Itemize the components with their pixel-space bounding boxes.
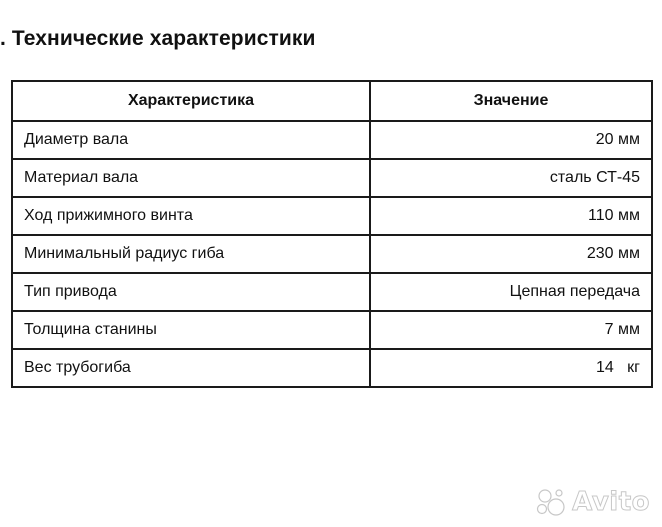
- avito-dots-icon: [534, 488, 568, 516]
- row-value: 110 мм: [370, 197, 652, 235]
- avito-watermark: [534, 487, 650, 517]
- row-value: 20 мм: [370, 121, 652, 159]
- table-header-row: [12, 81, 652, 121]
- page-title: . Технические характеристики: [0, 27, 316, 50]
- column-header-characteristic: Характеристика: [12, 81, 370, 121]
- row-value: 230 мм: [370, 235, 652, 273]
- row-value: 14 кг: [370, 349, 652, 387]
- table-row: [12, 311, 652, 349]
- row-value: Цепная передача: [370, 273, 652, 311]
- row-value: сталь СТ-45: [370, 159, 652, 197]
- column-header-value: Значение: [370, 81, 652, 121]
- watermark-text: Avito: [572, 487, 650, 517]
- row-name: Вес трубогиба: [12, 349, 370, 387]
- row-name: Ход прижимного винта: [12, 197, 370, 235]
- row-name: Тип привода: [12, 273, 370, 311]
- table-row: [12, 197, 652, 235]
- table-row: [12, 349, 652, 387]
- row-value: 7 мм: [370, 311, 652, 349]
- row-name: Материал вала: [12, 159, 370, 197]
- table-row: [12, 159, 652, 197]
- table-row: [12, 235, 652, 273]
- row-name: Минимальный радиус гиба: [12, 235, 370, 273]
- row-name: Диаметр вала: [12, 121, 370, 159]
- specifications-table: [11, 80, 653, 388]
- table-row: [12, 121, 652, 159]
- row-name: Толщина станины: [12, 311, 370, 349]
- table-row: [12, 273, 652, 311]
